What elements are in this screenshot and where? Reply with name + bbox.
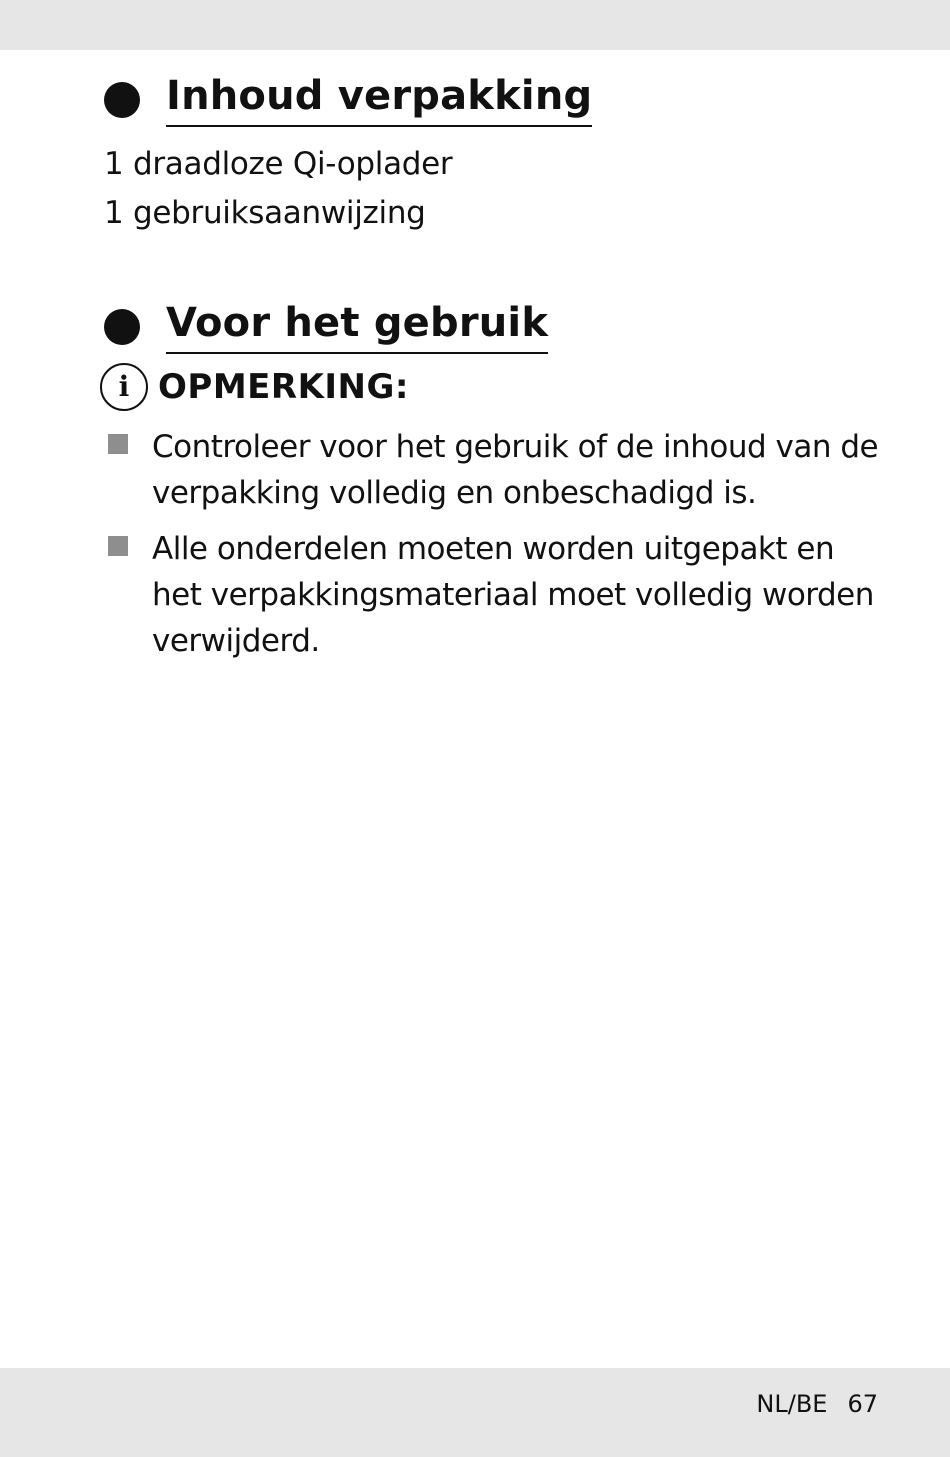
footer-locale: NL/BE	[756, 1390, 828, 1418]
page-number: 67	[847, 1390, 878, 1418]
list-item-text: Alle onderdelen moeten worden uitgepakt en het verpakkingsmateriaal moet volledig worden verwijderd.	[152, 531, 874, 659]
section-title: Voor het gebruik	[166, 295, 548, 354]
note-header	[100, 363, 409, 411]
note-label: OPMERKING:	[158, 367, 410, 407]
page-footer	[756, 1384, 878, 1424]
section-heading-usage	[104, 295, 548, 354]
square-bullet-icon	[108, 434, 128, 454]
square-bullet-icon	[108, 536, 128, 556]
round-bullet-icon	[104, 309, 140, 345]
round-bullet-icon	[104, 82, 140, 118]
section-title: Inhoud verpakking	[166, 68, 592, 127]
top-margin-band	[0, 0, 950, 50]
info-icon: i	[100, 363, 148, 411]
list-item-text: Controleer voor het gebruik of de inhoud van de verpakking volledig en onbeschadigd is.	[152, 429, 879, 511]
section-heading-contents	[104, 68, 592, 127]
content-line: 1 gebruiksaanwijzing	[104, 195, 426, 231]
content-line: 1 draadloze Qi-oplader	[104, 146, 453, 182]
